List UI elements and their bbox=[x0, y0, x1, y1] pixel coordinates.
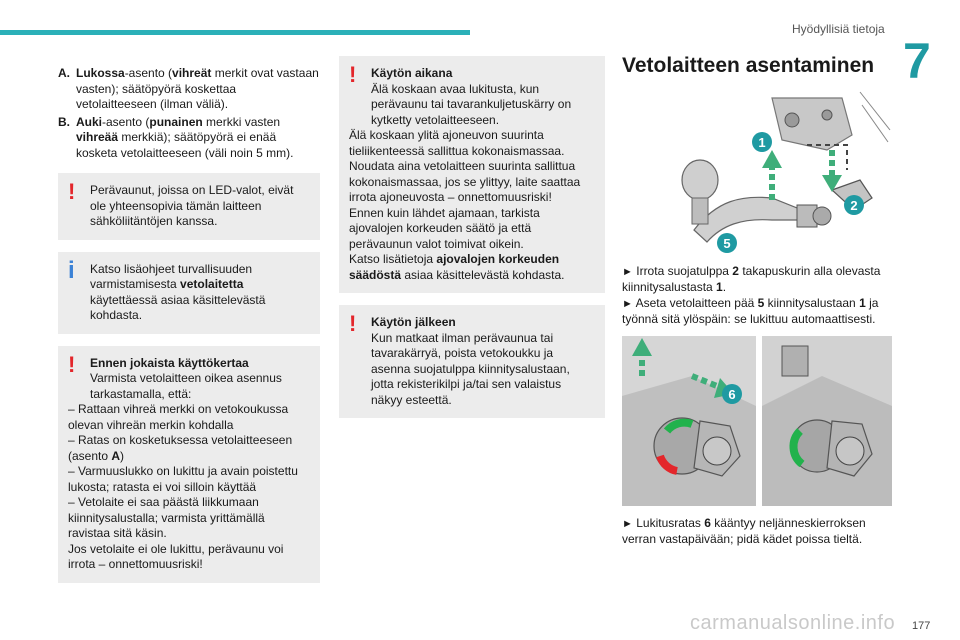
warning-box-before-use: ! Ennen jokaista käyttökertaa Varmista vetolaitteen oikea asennus tarkastamalla, että: – Rattaan vihreä merkki on vetokoukussa olevan vihreän merkin kohdalla – Ratas on kosketuksessa vetolaitteeseen (asento A) – Varmuuslukko on lukittu ja avain poistettu lukosta; ratasta ei voi silloin käyttää – Vetolaite ei saa päästä liikkumaan kiinnitysalustalla; varmista yrittämällä ravistaa sitä käsin. Jos vetolaite ei ole lukittu, perävaunu voi irrota – onnettomuusriski! bbox=[58, 346, 320, 583]
info-icon: i bbox=[68, 256, 75, 284]
watermark: carmanualsonline.info bbox=[690, 612, 896, 634]
warning-icon: ! bbox=[349, 311, 357, 336]
towbar-install-illustration bbox=[622, 80, 892, 258]
step-remove-cap: ► Irrota suojatulppa 2 takapuskurin alla olevasta kiinnitysalustasta 1. bbox=[622, 263, 881, 294]
bullet-arrow-icon: ► bbox=[622, 297, 633, 310]
towbar-diagram bbox=[622, 80, 892, 258]
definition-a: A. Lukossa-asento (vihreät merkit ovat vastaan vasten); säätöpyörä koskettaa vetolaitteeseen (ilman väliä). bbox=[58, 66, 319, 111]
page-number: 177 bbox=[912, 620, 931, 632]
callout-label-1: 1 bbox=[758, 134, 766, 150]
info-box-safety: i Katso lisäohjeet turvallisuuden varmistamisesta vetolaitetta käytettäessä asiaa käsittelevästä kohdasta. bbox=[58, 252, 320, 334]
top-accent-bar bbox=[0, 30, 470, 35]
chapter-number: 7 bbox=[903, 33, 931, 89]
callout-label-6: 6 bbox=[728, 386, 736, 402]
bullet-arrow-icon: ► bbox=[622, 517, 633, 530]
warning-icon: ! bbox=[349, 62, 357, 87]
column-2 bbox=[339, 56, 605, 418]
locking-wheel-illustration bbox=[622, 336, 892, 506]
callout-label-2: 2 bbox=[850, 197, 858, 213]
section-title: Hyödyllisiä tietoja bbox=[792, 22, 885, 36]
warning-box-led: ! Perävaunut, joissa on LED-valot, eivät ole yhteensopivia tämän laitteen sähköliitäntöjen kanssa. bbox=[58, 173, 320, 240]
step-locking-wheel: ► Lukitusratas 6 kääntyy neljänneskierroksen verran vastapäivään; pidä kädet poissa tieltä. bbox=[622, 515, 866, 546]
column-1 bbox=[58, 66, 320, 583]
section-heading: Vetolaitteen asentaminen bbox=[622, 54, 875, 77]
definition-b: B. Auki-asento (punainen merkki vasten vihreää merkkiä); säätöpyörä ei enää kosketa vetolaitteeseen (väli noin 5 mm). bbox=[58, 114, 294, 160]
warning-box-during-use: ! Käytön aikana Älä koskaan avaa lukitusta, kun perävaunu tai tavarankuljetuskärry on kytketty vetolaitteeseen. Älä koskaan ylitä ajoneuvon suurinta tieliikenteessä sallittua kokonaismassaa. Noudata aina vetolaitteen suurinta sallittua kokonaismassaa, jos se ylittyy, laite saattaa irrota ajoneuvosta – onnettomuusriski! Ennen kuin lähdet ajamaan, tarkista ajovalojen korkeuden säätö ja että perävaunun valot toimivat oikein. Katso lisätietoja ajovalojen korkeuden säädöstä asiaa käsittelevästä kohdasta. bbox=[339, 56, 605, 293]
column-3 bbox=[622, 56, 892, 548]
warning-icon: ! bbox=[68, 351, 76, 377]
bullet-arrow-icon: ► bbox=[622, 265, 633, 278]
callout-label-5: 5 bbox=[723, 235, 731, 251]
locking-wheel-diagram bbox=[622, 336, 892, 506]
warning-icon: ! bbox=[68, 179, 76, 204]
warning-box-after-use: ! Käytön jälkeen Kun matkaat ilman perävaunua tai tavarakärryä, poista vetokoukku ja asenna suojatulppa kiinnitysalustaan, jotta rekisterikilpi ja/tai sen valaistus näkyy esteettä. bbox=[339, 305, 605, 418]
step-insert-towbar: ► Aseta vetolaitteen pää 5 kiinnitysalustaan 1 ja työnnä sitä ylöspäin: se lukittuu automaattisesti. bbox=[622, 295, 879, 326]
